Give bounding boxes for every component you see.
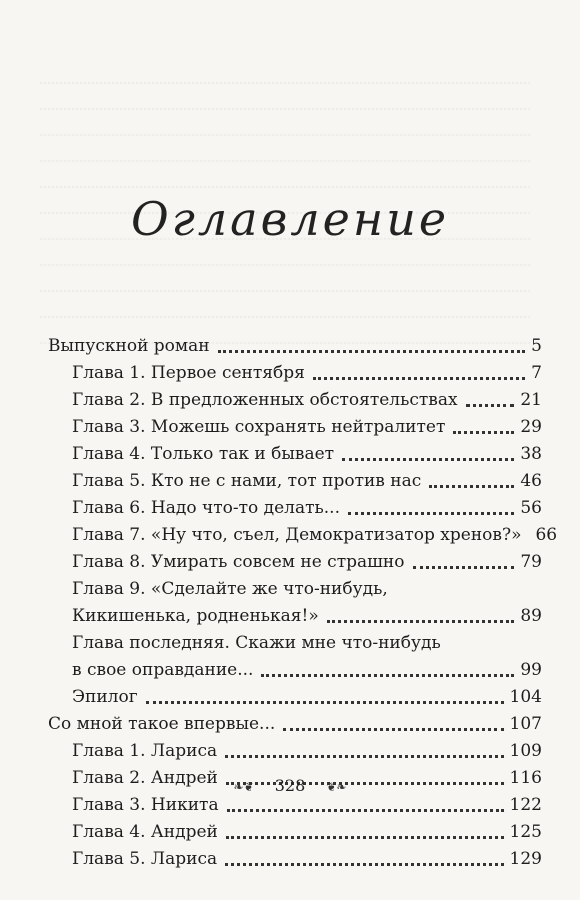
toc-entry-page: 29 [520,417,542,437]
toc-heading: Оглавление [130,192,450,246]
toc-entry [48,549,542,576]
dot-leader [225,755,503,758]
page-footer [0,776,580,795]
toc-entry-title: Глава 4. Только так и бывает [72,444,335,464]
toc-entry-title: Глава 6. Надо что-то делать... [72,498,340,518]
toc-entry-title: Глава 9. «Сделайте же что-нибудь, [72,579,388,599]
toc-entry-title: Глава 2. В предложенных обстоятельствах [72,390,458,410]
toc-entry-page: 107 [509,714,542,734]
toc-entry-title: Со мной такое впервые... [48,714,276,734]
toc-entry-title: Глава 3. Можешь сохранять нейтралитет [72,417,446,437]
toc-entry-page: 89 [520,606,542,626]
dot-leader [146,701,504,704]
toc-entry-page: 122 [509,795,542,815]
toc-entry-title: Глава последняя. Скажи мне что-нибудь [72,633,441,653]
toc-entry-title: Глава 1. Лариса [72,741,218,761]
dot-leader [342,458,514,461]
toc-entry-title: Глава 3. Никита [72,795,219,815]
dot-leader [218,350,526,353]
toc-entry [48,819,542,846]
toc-entry [48,603,542,630]
toc-entry-title: Глава 7. «Ну что, съел, Демократизатор хренов?» [72,525,522,545]
toc-entry-title: Глава 8. Умирать совсем не страшно [72,552,405,572]
toc-entry [48,576,542,603]
toc-entry-page: 46 [520,471,542,491]
toc-entry-page: 66 [535,525,558,545]
toc-entry [48,792,542,819]
toc-entry [48,414,542,441]
dot-leader [261,674,514,677]
toc-entry [48,468,542,495]
toc-entry [48,738,542,765]
toc-entry-title: Глава 1. Первое сентября [72,363,305,383]
toc-entry [48,630,542,657]
dot-leader [313,377,525,380]
toc-entry-page: 7 [531,363,542,383]
toc-entry-page: 116 [509,768,542,788]
toc-entry [48,711,542,738]
toc-entry [48,495,542,522]
toc-entry-page: 129 [509,849,542,869]
dot-leader [429,485,514,488]
toc-entry-title: в свое оправдание... [72,660,254,680]
toc-entry [48,360,542,387]
toc-entry [48,684,542,711]
dot-leader [453,431,514,434]
toc-entry [48,441,542,468]
toc-entry [48,657,542,684]
toc-entry [48,333,542,360]
page-number: 328 [274,776,306,795]
toc-entry-title: Кикишенька, родненькая!» [72,606,319,626]
toc-entry-page: 125 [509,822,542,842]
dot-leader [413,566,515,569]
toc-entry-title: Глава 2. Андрей [72,768,218,788]
toc-entry-page: 38 [520,444,542,464]
dot-leader [348,512,514,515]
toc-entry-page: 99 [520,660,542,680]
toc-entry-title: Глава 5. Лариса [72,849,218,869]
ornament-left-icon: ❧❦ [233,779,254,794]
toc-entry-title: Выпускной роман [48,336,210,356]
toc-entry-page: 21 [520,390,542,410]
toc-entry-page: 5 [531,336,542,356]
dot-leader [225,863,503,866]
toc-entry-page: 104 [509,687,542,707]
toc-entry-title: Эпилог [72,687,138,707]
ornament-right-icon: ❦❧ [326,779,347,794]
dot-leader [226,836,504,839]
dot-leader [227,809,504,812]
dot-leader [283,728,503,731]
toc-entry-title: Глава 5. Кто не с нами, тот против нас [72,471,422,491]
dot-leader [327,620,515,623]
toc-entry-page: 79 [520,552,542,572]
toc-entry-title: Глава 4. Андрей [72,822,218,842]
dot-leader [466,404,515,407]
toc-entry [48,522,558,549]
toc-entry-page: 56 [520,498,542,518]
toc-entry [48,387,542,414]
toc-entry [48,846,542,873]
toc-entry-page: 109 [509,741,542,761]
